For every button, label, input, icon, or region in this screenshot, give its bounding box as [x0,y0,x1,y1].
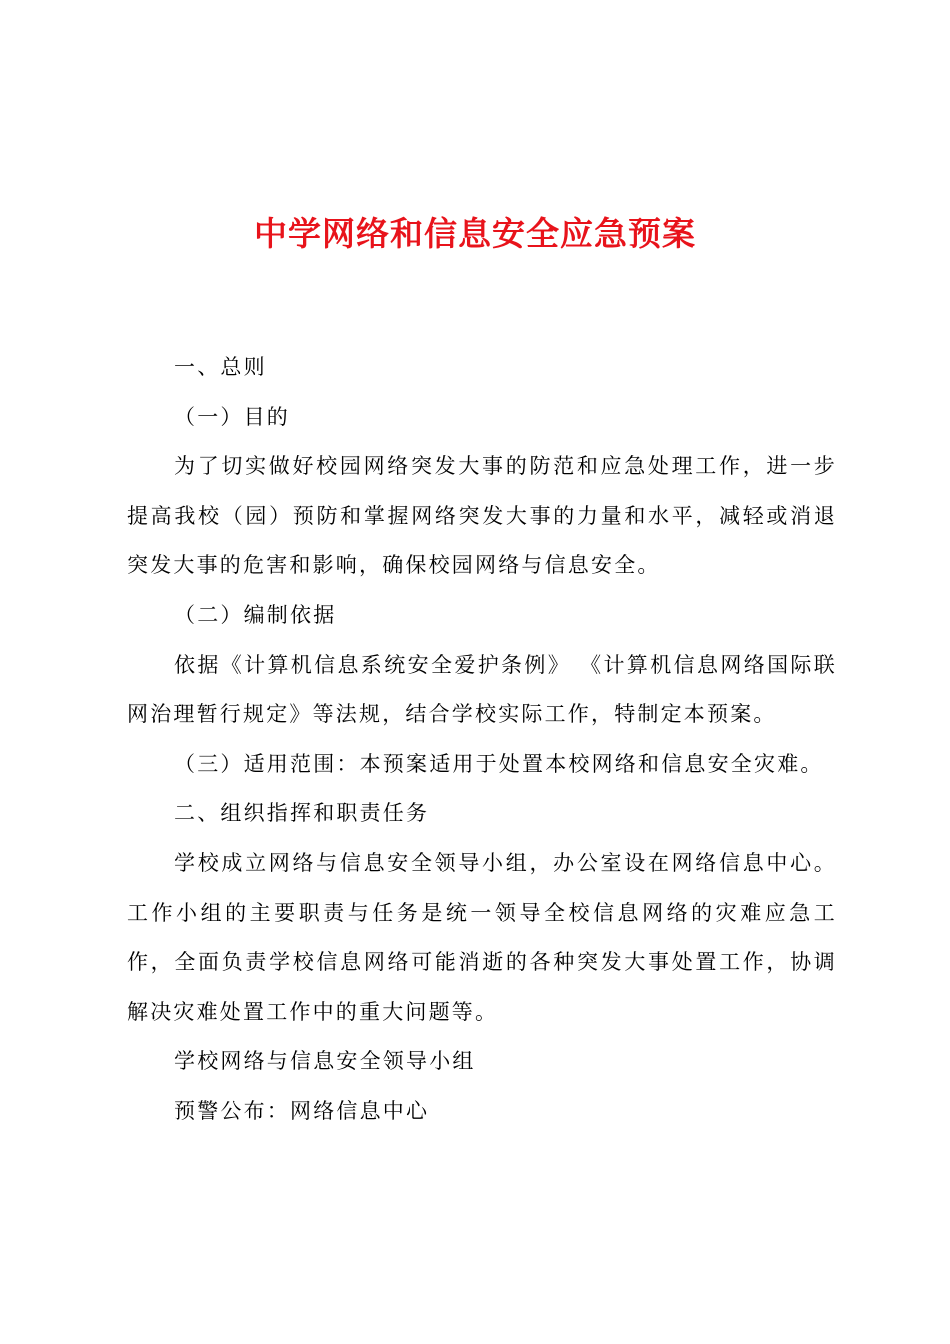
section-heading-general: 一、总则 [174,355,267,379]
paragraph-leadership-group: 学校网络与信息安全领导小组 [174,1049,476,1074]
paragraph-warning-release: 预警公布：网络信息中心 [174,1098,430,1123]
subsection-heading-basis: （二）编制依据 [174,602,337,627]
paragraph-basis: 依据《计算机信息系统安全爱护条例》 《计算机信息网络国际联网治理暂行规定》等法规，结合学校实际工作，特制定本预案。 [127,652,837,727]
document-title: 中学网络和信息安全应急预案 [254,214,696,253]
paragraph-organization: 学校成立网络与信息安全领导小组，办公室设在网络信息中心。工作小组的主要职责与任务是统一领导全校信息网络的灾难应急工作，全面负责学校信息网络可能消逝的各种突发大事处置工作，协调解决灾难处置工作中的重大问题等。 [127,850,837,1024]
paragraph-scope: （三）适用范围：本预案适用于处置本校网络和信息安全灾难。 [174,751,824,776]
paragraph-purpose: 为了切实做好校园网络突发大事的防范和应急处理工作，进一步提高我校（园）预防和掌握网络突发大事的力量和水平，减轻或消退突发大事的危害和影响，确保校园网络与信息安全。 [127,454,837,578]
subsection-heading-purpose: （一）目的 [174,404,290,429]
document-body [127,343,837,1137]
section-heading-organization: 二、组织指挥和职责任务 [174,801,430,826]
